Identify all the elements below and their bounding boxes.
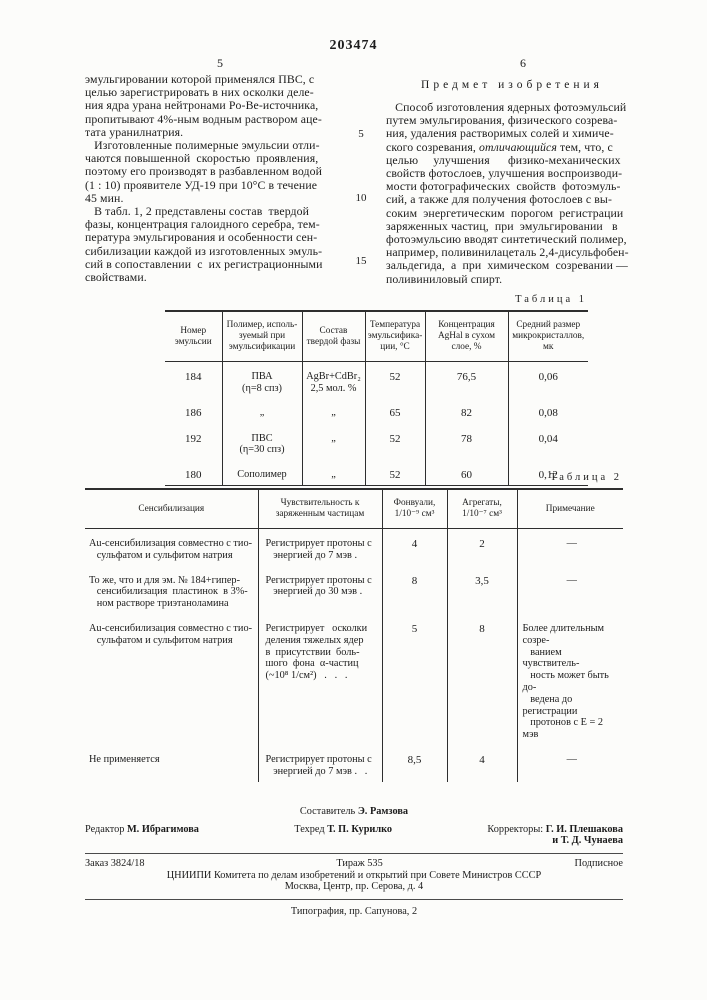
table1-cell: 180 xyxy=(185,468,202,481)
table2-header-cell: Фонвуали, 1/10⁻⁹ см³ xyxy=(382,489,447,529)
table2-header-cell: Агрегаты, 1/10⁻⁷ см³ xyxy=(447,489,517,529)
table2-cell: Регистрирует протоны с энергией до 7 мэв . . xyxy=(258,745,382,782)
table1-cell: 82 xyxy=(425,398,508,424)
margin-line-number: 15 xyxy=(355,255,367,267)
printing-house-line: Типография, пр. Сапунова, 2 xyxy=(290,906,418,917)
table2-cell: 4 xyxy=(382,529,447,566)
compiler-name: Э. Рамзова xyxy=(357,806,409,817)
text-columns xyxy=(85,73,638,286)
corrector-name-1: Г. И. Плешакова xyxy=(545,824,623,835)
table1-header-cell: Состав твердой фазы xyxy=(302,311,365,362)
table1-header-cell: Средний размер микрокристаллов, мк xyxy=(508,311,588,362)
table1-caption: Таблица 1 xyxy=(515,294,587,305)
paragraph: В табл. 1, 2 представлены состав твердой фазы, концентрация галоидного серебра, тем- пература эмульгирования и особенности сен- сибилизации каждой из изготовленных эмуль- сий в сопоставлении с их регистрационными свойствами. xyxy=(85,204,323,285)
table1-cell: 184 xyxy=(185,371,202,383)
organization-address: Москва, Центр, пр. Серова, д. 4 xyxy=(284,881,424,892)
table2-cell: — xyxy=(517,745,623,782)
table1-cell: 65 xyxy=(365,398,425,424)
table2-cell: 3,5 xyxy=(447,566,517,614)
claims-heading: Предмет изобретения xyxy=(421,79,603,91)
patent-number: 203474 xyxy=(329,38,378,53)
correctors-line1 xyxy=(487,824,623,835)
table2 xyxy=(85,488,623,782)
table2-cell: 4 xyxy=(447,745,517,782)
imprint-footer xyxy=(85,806,623,917)
table1-row xyxy=(165,362,588,399)
techred-role: Техред xyxy=(294,824,325,835)
print-run: Тираж 535 xyxy=(336,858,383,869)
table1-header-cell: Полимер, исполь- зуемый при эмульсификации xyxy=(222,311,302,362)
table1-cell: 52 xyxy=(365,424,425,460)
table2-caption: Таблица 2 xyxy=(550,472,622,483)
right-column xyxy=(386,73,638,286)
table2-cell: Аu-сенсибилизация совместно с тио- сульфатом и сульфитом натрия xyxy=(89,622,253,646)
table1-cell: 78 xyxy=(425,424,508,460)
table1-header-cell: Температура эмульсифика- ции, °С xyxy=(365,311,425,362)
table2-cell: 8 xyxy=(382,566,447,614)
margin-line-number: 10 xyxy=(355,192,367,204)
paragraph: Изготовленные полимерные эмульсии отли- чаются повышенной скоростью проявления, поэтому его производят в разбавленном водой (1 : 10) проявителе УД-19 при 10°С в течение 45 мин. xyxy=(85,138,323,205)
table1-cell: ПВС (η=30 спз) xyxy=(222,424,302,460)
organization-line: ЦНИИПИ Комитета по делам изобретений и открытий при Совете Министров СССР xyxy=(166,870,542,881)
table2-row xyxy=(85,529,623,566)
table1-cell: Сополимер xyxy=(222,460,302,486)
footer-divider xyxy=(85,899,623,900)
staff-line xyxy=(85,824,623,846)
claims-paragraph xyxy=(386,101,638,286)
page-number-left: 5 xyxy=(217,56,223,70)
table2-header-cell: Чувствительность к заряженным частицам xyxy=(258,489,382,529)
table1-cell: 192 xyxy=(185,432,202,445)
table1-header-cell: Концентрация AgHal в сухом слое, % xyxy=(425,311,508,362)
table2-cell: 5 xyxy=(382,614,447,745)
editor xyxy=(85,824,199,835)
table2-row xyxy=(85,745,623,782)
table2-header-row xyxy=(85,489,623,529)
techred xyxy=(294,824,392,835)
table1-cell: 186 xyxy=(185,407,202,419)
table1-cell: „ xyxy=(302,424,365,460)
table2-cell: То же, что и для эм. № 184+гипер- сенсибилизация пластинок в 3%- ном растворе триэтаноламина xyxy=(89,574,248,610)
table1 xyxy=(165,310,588,486)
table2-cell: Регистрирует протоны с энергией до 30 мэв . xyxy=(258,566,382,614)
table2-cell: 2 xyxy=(447,529,517,566)
correctors-role: Корректоры: xyxy=(487,824,544,835)
correctors xyxy=(487,824,623,846)
table1-cell: 0,06 xyxy=(508,362,588,399)
compiler-role: Составитель xyxy=(299,806,356,817)
left-column xyxy=(85,73,349,286)
page-number-right: 6 xyxy=(520,56,526,70)
techred-name: Т. П. Курилко xyxy=(327,824,393,835)
table1-cell: 60 xyxy=(425,460,508,486)
table2-header-cell: Сенсибилизация xyxy=(85,489,258,529)
editor-name: М. Ибрагимова xyxy=(126,824,199,835)
claims-text-start: Способ изготовления ядерных фотоэмульсий путем эмульгирования, физического созрева- ния, удаления растворимых солей и химиче- ского созревания, xyxy=(386,100,627,154)
table1-cell: 76,5 xyxy=(425,362,508,399)
subscription-note: Подписное xyxy=(574,858,623,869)
order-number: Заказ 3824/18 xyxy=(85,858,145,869)
table2-cell: — xyxy=(517,529,623,566)
table2-cell: — xyxy=(517,566,623,614)
order-line xyxy=(85,858,623,869)
table1-row xyxy=(165,460,588,486)
claims-text-end: тем, что, с целью улучшения физико-механических свойств фотослоев, улучшения воспроизводи- мости фотографических свойств фотоэмуль- сий, а также для получения фотослоев с вы- соким энергетическим порогом регистрации заряженных частиц, при эмульгировании в фотоэмульсию вводят синтетический полимер, например, поливинилацеталь 2,4-дисульфобен- зальдегида, а при химическом созревании — поливиниловый спирт. xyxy=(386,139,629,286)
paragraph: эмульгировании которой применялся ПВС, с целью зарегистрировать в них осколки деле- ния ядра урана нейтронами Po-Be-источника, пропитывают 4%-ным водным раствором аце- тата уранилнатрия. xyxy=(85,72,322,139)
table1-cell: „ xyxy=(302,398,365,424)
table1-cell: 0,04 xyxy=(508,424,588,460)
table2-header-cell: Примечание xyxy=(517,489,623,529)
table1-row xyxy=(165,424,588,460)
margin-line-number: 5 xyxy=(358,128,364,140)
table2-cell: Регистрирует протоны с энергией до 7 мэв . xyxy=(258,529,382,566)
compiler-line xyxy=(85,806,623,817)
table1-header-cell: Номер эмульсии xyxy=(165,311,222,362)
table2-cell: Регистрирует осколки деления тяжелых ядер в присутствии боль- шого фона α-частиц (~10⁸ 1/см²) . . . xyxy=(258,614,382,745)
footer-divider xyxy=(85,853,623,854)
table1-row xyxy=(165,398,588,424)
table1-cell: 0,12 xyxy=(508,460,588,486)
claims-italic-word: отличающийся xyxy=(479,139,557,154)
table1-header-row xyxy=(165,311,588,362)
table2-cell: Более длительным созре- ванием чувствитель- ность может быть до- ведена до регистрации протонов с Е = 2 мэв xyxy=(517,614,623,745)
table2-cell: 8,5 xyxy=(382,745,447,782)
corrector-name-2: и Т. Д. Чунаева xyxy=(552,835,623,846)
table1-cell: „ xyxy=(222,398,302,424)
table1-cell: 52 xyxy=(365,460,425,486)
table1-cell: AgBr+CdBr₂ 2,5 мол. % xyxy=(302,362,365,399)
table2-cell: 8 xyxy=(447,614,517,745)
table2-row xyxy=(85,614,623,745)
editor-role: Редактор xyxy=(85,824,125,835)
table2-cell: Не применяется xyxy=(89,753,160,765)
table1-cell: ПВА (η=8 спз) xyxy=(222,362,302,399)
table2-cell: Аu-сенсибилизация совместно с тио- сульфатом и сульфитом натрия xyxy=(89,538,253,561)
table2-row xyxy=(85,566,623,614)
table1-cell: „ xyxy=(302,460,365,486)
table1-cell: 52 xyxy=(365,362,425,399)
table1-cell: 0,08 xyxy=(508,398,588,424)
